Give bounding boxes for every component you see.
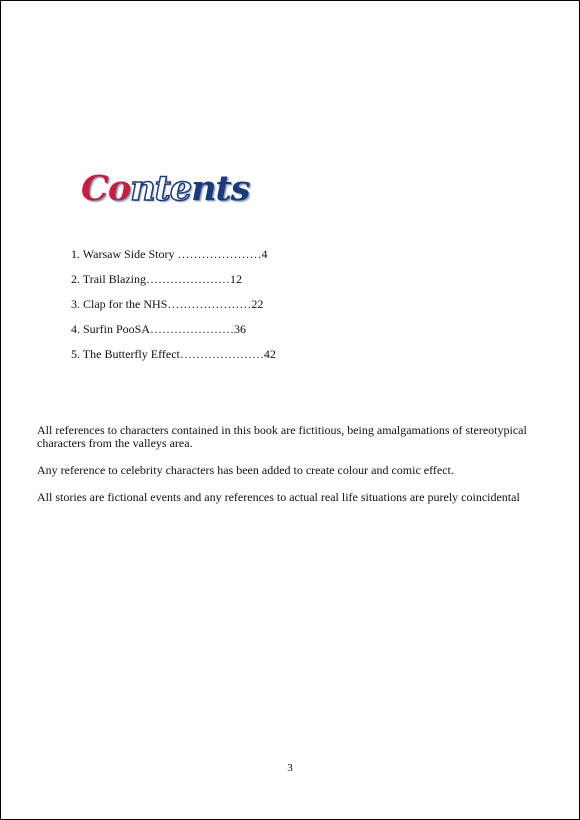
disclaimer-paragraph: All stories are fictional events and any references to actual real life situations are purely coincidental xyxy=(37,490,520,504)
toc-entry: 3. Clap for the NHS…………………22 xyxy=(71,297,264,311)
table-of-contents xyxy=(71,247,276,372)
disclaimer-paragraph: Any reference to celebrity characters has been added to create colour and comic effect. xyxy=(37,463,454,477)
contents-heading xyxy=(81,168,250,209)
heading-part-2: nte xyxy=(130,168,192,209)
heading-part-3: nts xyxy=(191,168,250,209)
heading-part-1: Co xyxy=(81,168,131,209)
toc-entry: 1. Warsaw Side Story …………………4 xyxy=(71,247,268,261)
disclaimer-paragraph: All references to characters contained in this book are fictitious, being amalgamations of stereotypical characters from the valleys area. xyxy=(37,423,527,450)
page-number: 3 xyxy=(287,762,293,774)
toc-entry: 2. Trail Blazing…………………12 xyxy=(71,272,243,286)
toc-entry: 5. The Butterfly Effect…………………42 xyxy=(71,347,276,361)
disclaimer-section xyxy=(37,424,567,518)
toc-entry: 4. Surfin PooSA…………………36 xyxy=(71,322,247,336)
